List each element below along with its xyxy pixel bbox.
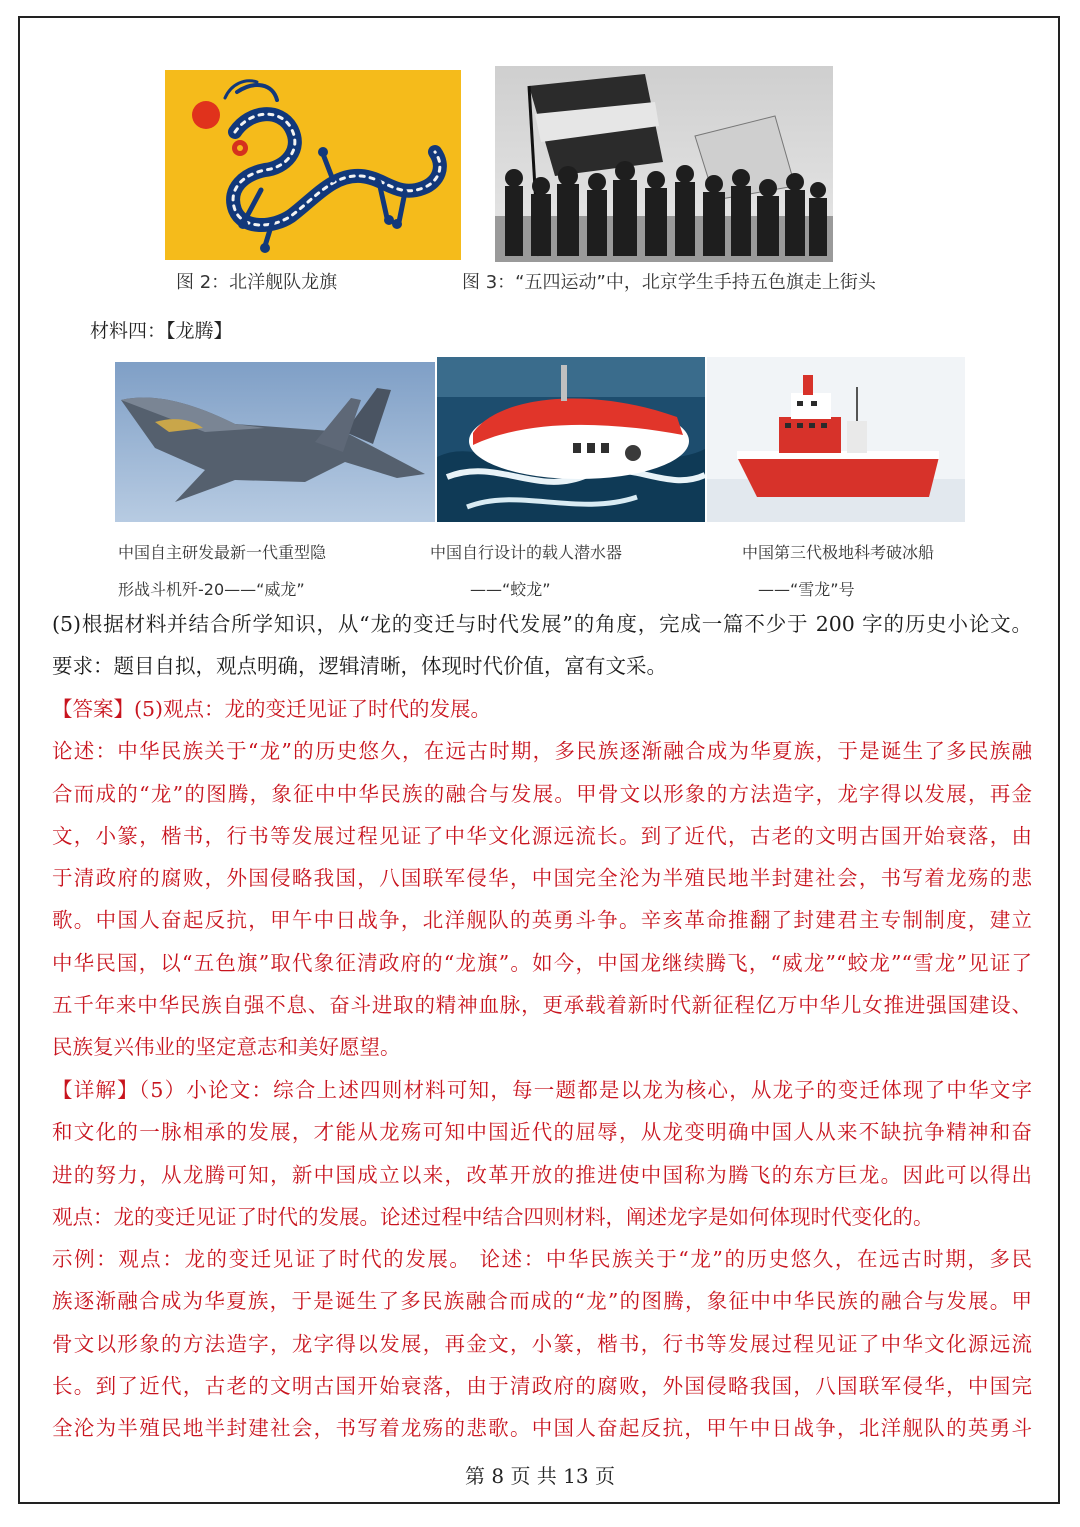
detail-line-1: （5）小论文：综合上述四则材料可知，每一题都是以龙为核心，从龙子的变迁体现了中华文字	[138, 1078, 1033, 1102]
question-line-1: (5)根据材料并结合所学知识，从“龙的变迁与时代发展”的角度，完成一篇不少于 200 字的历史小论文。	[52, 612, 1032, 636]
answer-block	[52, 688, 1032, 1069]
example-line: 长。到了近代，古老的文明古国开始衰落，由于清政府的腐败，外国侵略我国，八国联军侵华，中国完	[52, 1373, 1032, 1398]
question-block	[52, 603, 1032, 688]
answer-line: 于清政府的腐败，外国侵略我国，八国联军侵华，中国完全沦为半殖民地半封建社会，书写着龙殇的悲	[52, 866, 1032, 891]
detail-line: 观点：龙的变迁见证了时代的发展。论述过程中结合四则材料，阐述龙字是如何体现时代变化的。	[52, 1204, 934, 1229]
figure-2-caption: 图 2：北洋舰队龙旗	[176, 272, 338, 293]
may-fourth-photo-image	[495, 66, 833, 262]
answer-line: 合而成的“龙”的图腾，象征中中华民族的融合与发展。甲骨文以形象的方法造字，龙字得以发展，再金	[52, 781, 1032, 806]
answer-line: 五千年来中华民族自强不息、奋斗进取的精神血脉，更承载着新时代新征程亿万中华儿女推进强国建设、	[52, 993, 1032, 1018]
detail-line: 进的努力，从龙腾可知，新中国成立以来，改革开放的推进使中国称为腾飞的东方巨龙。因此可以得出	[52, 1162, 1032, 1187]
photo-3-caption-line1: 中国第三代极地科考破冰船	[742, 543, 935, 562]
page-number: 第 8 页 共 13 页	[465, 1464, 615, 1488]
example-line: 骨文以形象的方法造字，龙字得以发展，再金文，小篆，楷书，行书等发展过程见证了中华文化源远流	[52, 1331, 1032, 1356]
answer-line: 中华民国，以“五色旗”取代象征清政府的“龙旗”。如今，中国龙继续腾飞，“威龙”“蛟龙”“雪龙”见证了	[52, 950, 1032, 975]
material-four-label: 材料四：【龙腾】	[90, 320, 233, 342]
photo-2-caption-line2: ——“蛟龙”	[470, 580, 551, 599]
xuelong-icebreaker-image	[707, 357, 965, 522]
photo-3-caption-line2: ——“雪龙”号	[758, 580, 855, 599]
jiaolong-submersible-image	[437, 357, 705, 522]
answer-line: 文，小篆，楷书，行书等发展过程见证了中华文化源远流长。到了近代，古老的文明古国开始衰落，由	[52, 823, 1032, 848]
photo-jiaolong-submersible	[437, 357, 705, 522]
example-line: 示例：观点：龙的变迁见证了时代的发展。 论述：中华民族关于“龙”的历史悠久，在远古时期，多民	[52, 1247, 1032, 1271]
answer-tag: 【答案】	[52, 697, 134, 721]
answer-heading	[52, 688, 1032, 730]
answer-line: 论述：中华民族关于“龙”的历史悠久，在远古时期，多民族逐渐融合成为华夏族，于是诞生了多民族融	[52, 739, 1032, 764]
figure-3-caption: 图 3：“五四运动”中，北京学生手持五色旗走上街头	[462, 272, 876, 293]
answer-line: 歌。中国人奋起反抗，甲午中日战争，北洋舰队的英勇斗争。辛亥革命推翻了封建君主专制制度，建立	[52, 908, 1032, 933]
answer-view: (5)观点：龙的变迁见证了时代的发展。	[134, 697, 492, 721]
dragon-flag-image	[165, 70, 461, 260]
figure-dragon-flag	[165, 70, 461, 260]
detail-heading	[52, 1069, 1032, 1111]
photo-j20-fighter	[115, 362, 435, 522]
detail-tag: 【详解】	[52, 1078, 139, 1102]
photo-1-caption-line2: 形战斗机歼-20——“威龙”	[118, 580, 305, 599]
detail-block	[52, 1069, 1032, 1238]
example-line: 全沦为半殖民地半封建社会，书写着龙殇的悲歌。中国人奋起反抗，甲午中日战争，北洋舰队的英勇斗	[52, 1416, 1032, 1441]
photo-1-caption-line1: 中国自主研发最新一代重型隐	[118, 543, 327, 562]
question-line-2: 要求：题目自拟，观点明确，逻辑清晰，体现时代价值，富有文采。	[52, 654, 667, 679]
answer-line: 民族复兴伟业的坚定意志和美好愿望。	[52, 1035, 401, 1060]
j20-fighter-image	[115, 362, 435, 522]
photo-2-caption-line1: 中国自行设计的载人潜水器	[430, 543, 623, 562]
example-block	[52, 1238, 1032, 1449]
figure-may-fourth-photo	[495, 66, 833, 262]
photo-xuelong-icebreaker	[707, 357, 965, 522]
detail-line: 和文化的一脉相承的发展，才能从龙殇可知中国近代的屈辱，从龙变明确中国人从来不缺抗争精神和奋	[52, 1120, 1032, 1145]
example-line: 族逐渐融合成为华夏族，于是诞生了多民族融合而成的“龙”的图腾，象征中中华民族的融合与发展。甲	[52, 1289, 1032, 1314]
